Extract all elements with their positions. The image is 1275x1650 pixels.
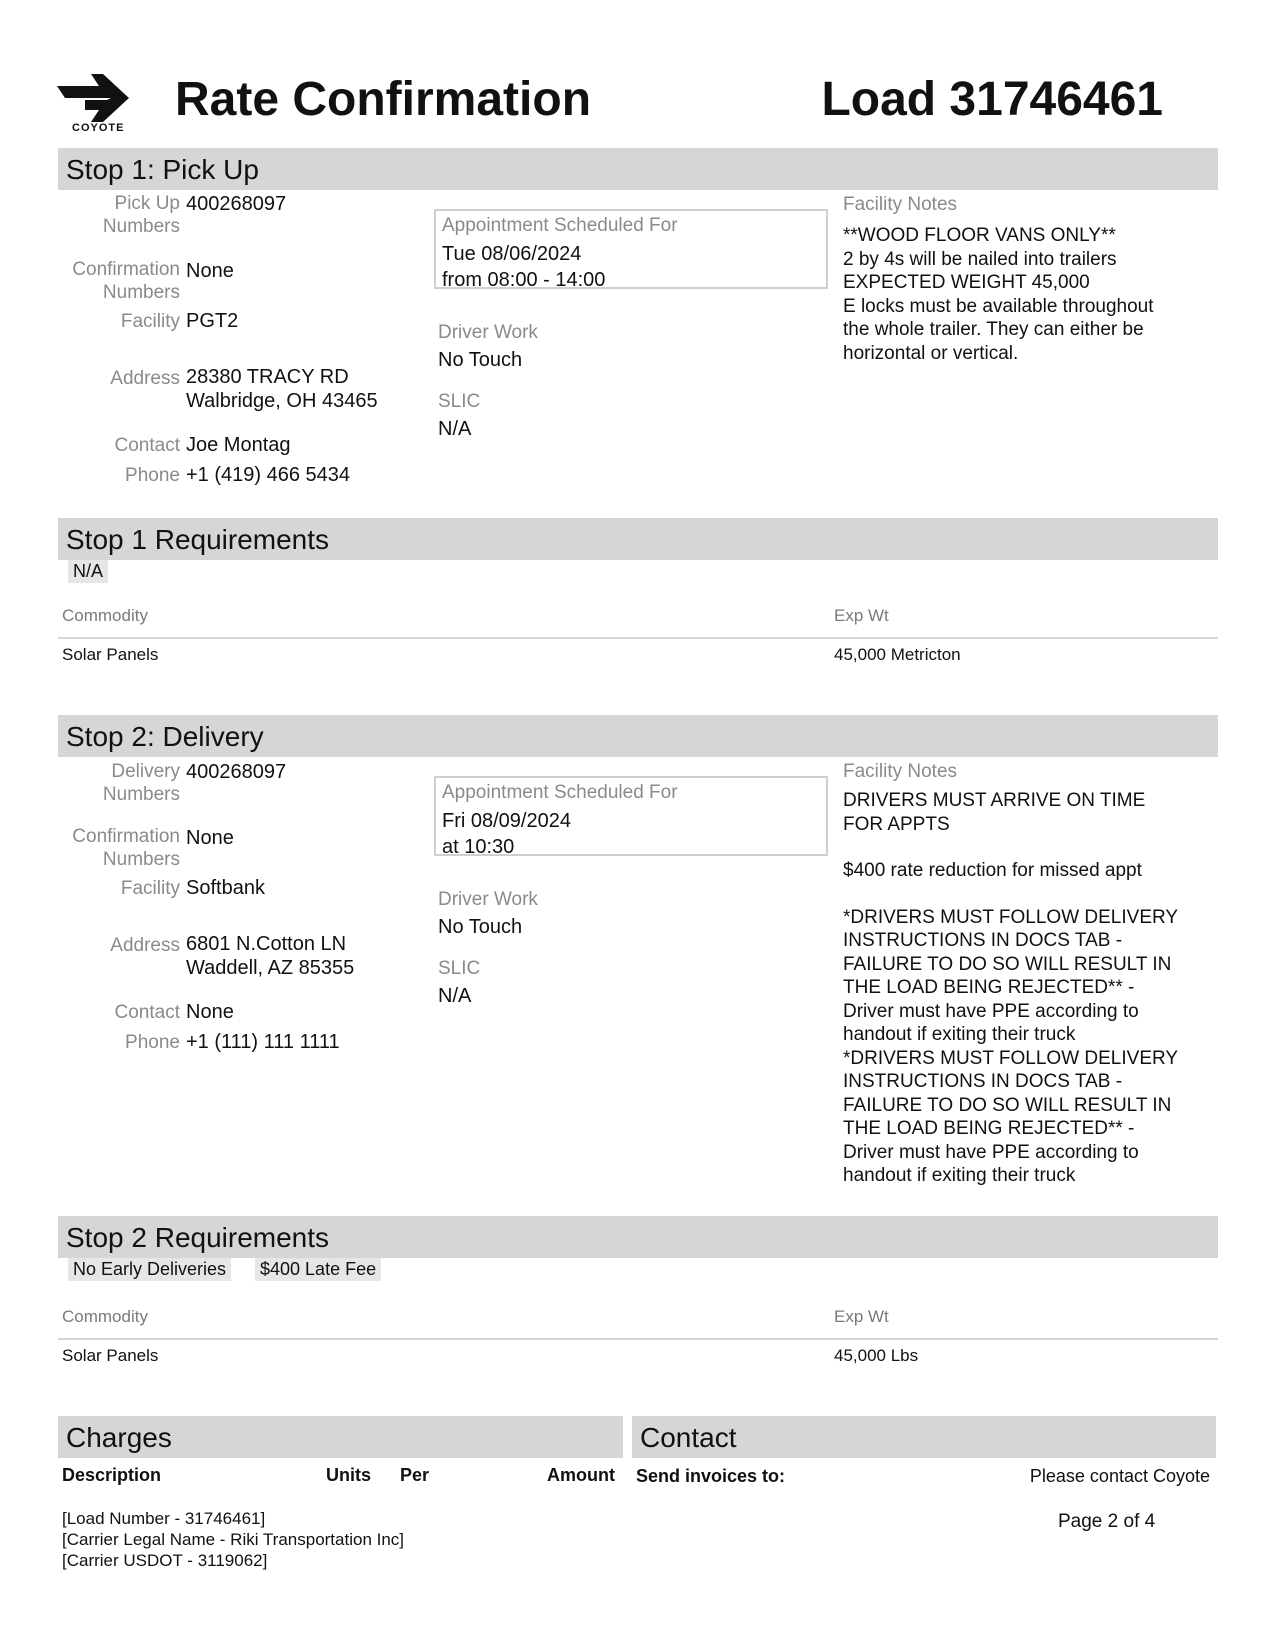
stop1-commodity-value: Solar Panels (62, 645, 159, 664)
stop2-expwt-header: Exp Wt (834, 1307, 889, 1326)
stop2-facility-value: Softbank (186, 877, 265, 899)
stop2-commodity-header: Commodity (62, 1307, 148, 1326)
stop2-slic-value: N/A (438, 985, 472, 1007)
page-title: Rate Confirmation (175, 73, 592, 126)
stop1-requirements-bar (58, 518, 1218, 560)
stop2-driver-work-value: No Touch (438, 916, 523, 938)
stop1-phone-value: +1 (419) 466 5434 (186, 464, 351, 486)
stop1-header-bar (58, 148, 1218, 190)
stop2-phone-label: Phone (125, 1032, 180, 1053)
stop1-address-line2: Walbridge, OH 43465 (186, 390, 378, 412)
stop2-slic-label: SLIC (438, 958, 481, 979)
stop1-numbers-label: Pick Up Numbers (102, 193, 180, 237)
contact-bar (632, 1416, 1216, 1458)
coyote-logo-icon (55, 70, 135, 122)
stop1-expwt-value: 45,000 Metricton (834, 645, 961, 664)
charges-col-per: Per (400, 1465, 430, 1485)
stop2-appointment-date: Fri 08/09/2024 (442, 810, 571, 832)
stop2-facility-label: Facility (120, 878, 180, 899)
stop2-numbers-label: Delivery Numbers (102, 761, 180, 805)
stop1-address-label: Address (110, 368, 180, 389)
stop2-address-line2: Waddell, AZ 85355 (186, 957, 355, 979)
logo-text: COYOTE (72, 122, 125, 134)
stop1-facility-label: Facility (120, 311, 180, 332)
stop1-phone-label: Phone (125, 465, 180, 486)
stop1-appointment-time: from 08:00 - 14:00 (442, 269, 606, 291)
coyote-logo (55, 70, 135, 140)
stop1-appointment-date: Tue 08/06/2024 (442, 243, 582, 265)
stop1-slic-value: N/A (438, 418, 472, 440)
stop1-confirmation-label: Confirmation Numbers (72, 259, 180, 303)
load-number-title: Load 31746461 (821, 73, 1163, 126)
stop2-expwt-value: 45,000 Lbs (834, 1346, 919, 1365)
charges-title: Charges (66, 1422, 172, 1453)
stop2-commodity-value: Solar Panels (62, 1346, 159, 1365)
stop1-facility-value: PGT2 (186, 310, 239, 332)
charges-bar (58, 1416, 623, 1458)
stop1-contact-label: Contact (114, 435, 180, 456)
stop2-appointment-label: Appointment Scheduled For (442, 782, 678, 803)
stop2-requirements-title: Stop 2 Requirements (66, 1222, 330, 1253)
contact-title: Contact (640, 1422, 737, 1453)
stop1-slic-label: SLIC (438, 391, 481, 412)
contact-send-label: Send invoices to: (636, 1466, 786, 1486)
stop1-confirmation-value: None (186, 260, 234, 282)
stop2-numbers-value: 400268097 (186, 761, 287, 783)
stop2-facility-notes-label: Facility Notes (843, 761, 958, 782)
requirement-tag: No Early Deliveries (68, 1258, 231, 1281)
stop2-confirmation-label: Confirmation Numbers (72, 826, 180, 870)
charges-col-amount: Amount (547, 1465, 615, 1485)
stop1-driver-work-label: Driver Work (438, 322, 538, 343)
stop2-requirement-tags (68, 1258, 668, 1282)
stop1-driver-work-value: No Touch (438, 349, 523, 371)
stop2-appointment-time: at 10:30 (442, 836, 515, 858)
charges-col-description: Description (62, 1465, 162, 1485)
requirement-tag: $400 Late Fee (255, 1258, 381, 1281)
stop2-header-bar (58, 715, 1218, 757)
stop1-appointment-label: Appointment Scheduled For (442, 215, 678, 236)
stop2-confirmation-value: None (186, 827, 234, 849)
stop2-driver-work-label: Driver Work (438, 889, 538, 910)
stop1-numbers-value: 400268097 (186, 193, 287, 215)
stop1-expwt-header: Exp Wt (834, 606, 889, 625)
stop1-title: Stop 1: Pick Up (66, 154, 259, 185)
page-number: Page 2 of 4 (1058, 1511, 1156, 1532)
stop2-requirements-bar (58, 1216, 1218, 1258)
footer-load-info: [Load Number - 31746461] [Carrier Legal Name - Riki Transportation Inc] [Carrier USDOT - 3119062] (62, 1509, 405, 1570)
stop2-contact-label: Contact (114, 1002, 180, 1023)
stop1-commodity-header: Commodity (62, 606, 148, 625)
stop1-address-line1: 28380 TRACY RD (186, 366, 349, 388)
stop1-table-rule (58, 637, 1218, 639)
stop2-address-label: Address (110, 935, 180, 956)
stop1-facility-notes: **WOOD FLOOR VANS ONLY** 2 by 4s will be nailed into trailers EXPECTED WEIGHT 45,000 E locks must be available throughout the whole trailer. They can either be horizontal or vertical. (843, 225, 1154, 364)
stop2-phone-value: +1 (111) 111 1111 (186, 1031, 340, 1053)
contact-send-value: Please contact Coyote (1029, 1466, 1210, 1486)
stop2-contact-value: None (186, 1001, 234, 1023)
stop1-appointment-box (434, 209, 828, 289)
stop1-facility-notes-label: Facility Notes (843, 194, 958, 215)
stop2-facility-notes: DRIVERS MUST ARRIVE ON TIME FOR APPTS $400 rate reduction for missed appt *DRIVERS MUST FOLLOW DELIVERY INSTRUCTIONS IN DOCS TAB - FAILURE TO DO SO WILL RESULT IN THE LOAD BEING REJECTED** - Driver must have PPE according to handout if exiting their truck *DRIVERS MUST FOLLOW DELIVERY INSTRUCTIONS IN DOCS TAB - FAILURE TO DO SO WILL RESULT IN THE LOAD BEING REJECTED** - Driver must have PPE according to handout if exiting their truck (843, 790, 1179, 1186)
stop2-title: Stop 2: Delivery (66, 721, 264, 752)
requirement-tag: N/A (68, 560, 108, 583)
stop1-requirements-title: Stop 1 Requirements (66, 524, 330, 555)
stop2-appointment-box (434, 776, 828, 856)
stop2-address-line1: 6801 N.Cotton LN (186, 933, 347, 955)
stop1-contact-value: Joe Montag (186, 434, 291, 456)
stop2-table-rule (58, 1338, 1218, 1340)
charges-col-units: Units (326, 1465, 371, 1485)
